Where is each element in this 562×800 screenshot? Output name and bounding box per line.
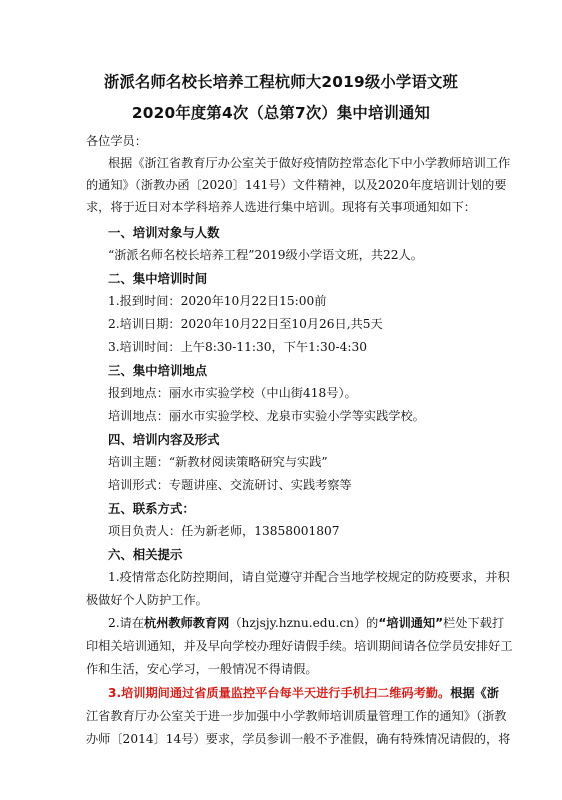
- section-6-item-3-line-3: 办师〔2014〕14号）要求，学员参训一般不予准假，确有特殊情况请假的，将: [86, 732, 511, 746]
- attendance-highlight: 3.培训期间通过省质量监控平台每半天进行手机扫二维码考勤。: [108, 686, 451, 700]
- section-5-heading: 五、联系方式：: [108, 501, 195, 516]
- section-6-item-1-line-2: 极做好个人防护工作。: [86, 593, 208, 607]
- section-3-heading: 三、集中培训地点: [108, 363, 208, 378]
- intro-line-3: 求，将于近日对本学科培养人选进行集中培训。现将有关事项通知如下：: [86, 200, 476, 214]
- document-title-line-2: 2020年度第4次（总第7次）集中培训通知: [131, 104, 431, 122]
- section-4-item-2: 培训形式：专题讲座、交流研讨、实践考察等: [108, 478, 352, 492]
- section-6-item-1-line-1: 1.疫情常态化防控期间，请自觉遵守并配合当地学校规定的防疫要求，并积: [108, 570, 510, 584]
- item-2-prefix: 2.请在: [108, 616, 145, 630]
- intro-line-1: 根据《浙江省教育厅办公室关于做好疫情防控常态化下中小学教师培训工作: [108, 156, 511, 170]
- section-2-heading: 二、集中培训时间: [108, 271, 208, 286]
- item-3-rest: 根据《浙: [450, 686, 499, 700]
- section-6-item-3-line-1: [108, 686, 499, 701]
- item-2-rest: 栏处下载打: [443, 616, 505, 630]
- salutation: 各位学员：: [86, 134, 147, 148]
- section-3-item-2: 培训地点：丽水市实验学校、龙泉市实验小学等实践学校。: [108, 409, 425, 423]
- section-6-item-2-line-1: [108, 616, 504, 631]
- site-url: （hzjsjy.hznu.edu.cn）的: [229, 616, 379, 630]
- section-2-item-1: 1.报到时间：2020年10月22日15:00前: [108, 294, 327, 308]
- training-notice-label: “培训通知”: [378, 616, 444, 630]
- section-6-heading: 六、相关提示: [108, 547, 183, 562]
- section-2-item-2: 2.培训日期：2020年10月22日至10月26日,共5天: [108, 317, 383, 331]
- intro-line-2: 的通知》（浙教办函〔2020〕141号）文件精神，以及2020年度培训计划的要: [86, 178, 507, 192]
- section-4-item-1: 培训主题：“新教材阅读策略研究与实践”: [108, 455, 328, 469]
- teacher-education-site-link[interactable]: 杭州教师教育网: [144, 616, 230, 630]
- section-3-item-1: 报到地点：丽水市实验学校（中山街418号）。: [108, 386, 357, 400]
- section-5-body: 项目负责人：任为新老师，13858001807: [108, 524, 340, 538]
- section-1-body: “浙派名师名校长培养工程”2019级小学语文班，共22人。: [108, 248, 423, 262]
- section-1-heading: 一、培训对象与人数: [108, 225, 220, 240]
- document-title-line-1: 浙派名师名校长培养工程杭师大2019级小学语文班: [103, 73, 459, 91]
- section-6-item-2-line-2: 印相关培训通知，并及早向学校办理好请假手续。培训期间请各位学员安排好工: [86, 639, 513, 653]
- section-6-item-2-line-3: 作和生活，安心学习，一般情况不得请假。: [86, 662, 318, 676]
- section-6-item-3-line-2: 江省教育厅办公室关于进一步加强中小学教师培训质量管理工作的通知》（浙教: [86, 709, 507, 723]
- section-4-heading: 四、培训内容及形式: [108, 432, 220, 447]
- section-2-item-3: 3.培训时间：上午8:30-11:30，下午1:30-4:30: [108, 340, 367, 354]
